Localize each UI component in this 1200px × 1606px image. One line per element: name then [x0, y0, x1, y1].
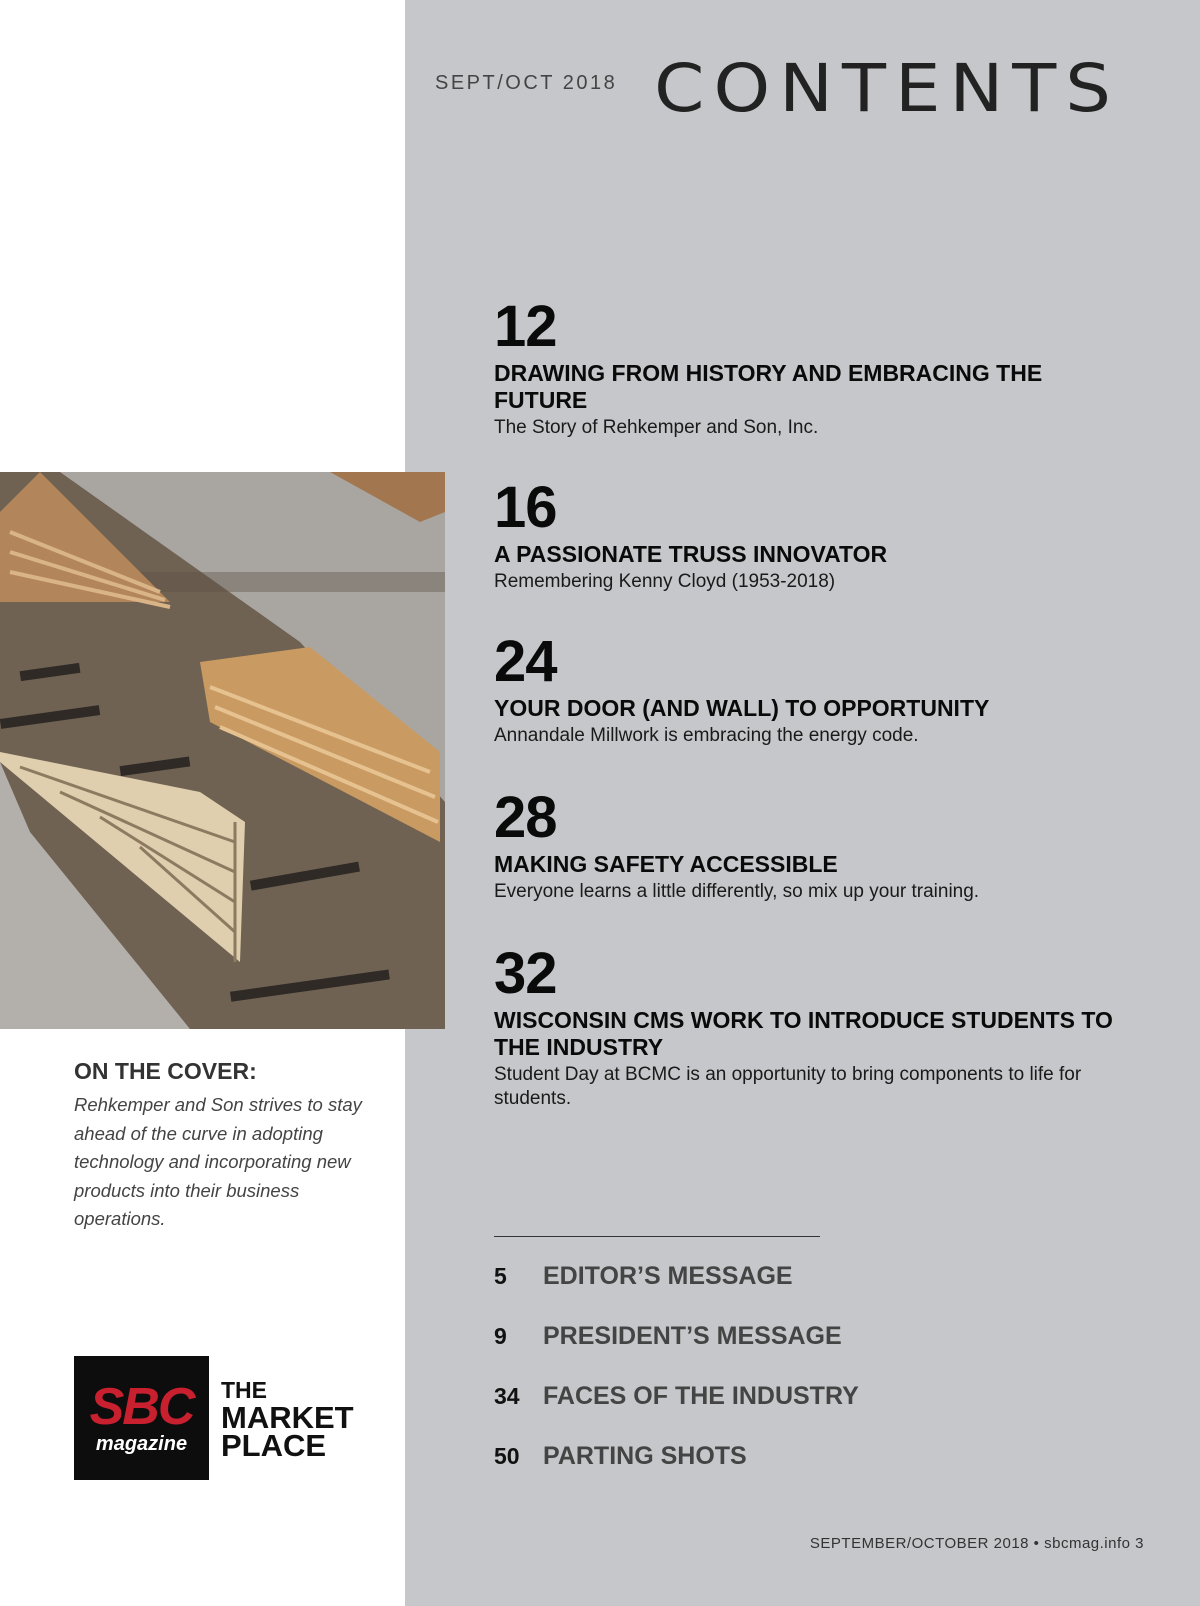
feature-item[interactable] [494, 296, 1144, 477]
feature-title: MAKING SAFETY ACCESSIBLE [494, 851, 838, 877]
feature-title: DRAWING FROM HISTORY AND EMBRACING THE FUTURE [494, 360, 1043, 413]
feature-item[interactable] [494, 631, 1144, 787]
cover-heading: ON THE COVER: [74, 1058, 257, 1084]
feature-page-number: 24 [494, 629, 557, 694]
department-label: PRESIDENT’S MESSAGE [543, 1322, 842, 1350]
feature-item[interactable] [494, 787, 1144, 943]
page-title: CONTENTS [654, 49, 1120, 127]
department-label: EDITOR’S MESSAGE [543, 1262, 793, 1290]
sbc-magazine-logo [74, 1356, 209, 1480]
cover-photo-illustration [0, 472, 445, 1029]
department-item[interactable] [494, 1322, 859, 1382]
feature-subtitle: Student Day at BCMC is an opportunity to bring components to life for students. [494, 1064, 1082, 1109]
section-divider [494, 1236, 820, 1237]
feature-title: YOUR DOOR (AND WALL) TO OPPORTUNITY [494, 695, 990, 721]
feature-page-number: 32 [494, 941, 557, 1006]
department-item[interactable] [494, 1442, 859, 1502]
cover-caption [74, 1058, 364, 1234]
department-label: PARTING SHOTS [543, 1442, 747, 1470]
department-label: FACES OF THE INDUSTRY [543, 1382, 859, 1410]
issue-date: SEPT/OCT 2018 [435, 72, 618, 94]
department-item[interactable] [494, 1262, 859, 1322]
feature-item[interactable] [494, 477, 1144, 631]
department-page-number: 9 [494, 1323, 507, 1349]
department-page-number: 5 [494, 1263, 507, 1289]
logo-magazine-text: magazine [95, 1433, 188, 1455]
logo-line-3: PLACE [221, 1428, 327, 1463]
feature-subtitle: Everyone learns a little differently, so mix up your training. [494, 881, 980, 902]
department-page-number: 50 [494, 1443, 520, 1469]
sbc-marketplace-logo [74, 1356, 354, 1480]
page-footer: SEPTEMBER/OCTOBER 2018 • sbcmag.info 3 [809, 1535, 1144, 1552]
department-list [494, 1262, 859, 1502]
department-page-number: 34 [494, 1383, 520, 1409]
feature-subtitle: The Story of Rehkemper and Son, Inc. [494, 417, 819, 438]
feature-subtitle: Remembering Kenny Cloyd (1953-2018) [494, 571, 836, 592]
cover-photo [0, 472, 445, 1029]
cover-description: Rehkemper and Son strives to stay ahead of the curve in adopting technology and incorporating new products into their business operations. [74, 1094, 362, 1229]
logo-sbc-text: SBC [89, 1378, 194, 1436]
marketplace-wordmark [221, 1376, 354, 1463]
feature-title: WISCONSIN CMS WORK TO INTRODUCE STUDENTS TO THE INDUSTRY [494, 1007, 1113, 1060]
feature-list [494, 296, 1144, 1111]
logo-line-2: MARKET [221, 1400, 354, 1435]
feature-item[interactable] [494, 943, 1144, 1111]
feature-subtitle: Annandale Millwork is embracing the energy code. [494, 725, 919, 746]
feature-page-number: 16 [494, 475, 557, 540]
feature-page-number: 12 [494, 294, 557, 359]
feature-page-number: 28 [494, 785, 557, 850]
feature-title: A PASSIONATE TRUSS INNOVATOR [494, 541, 888, 567]
logo-line-1: THE [221, 1377, 267, 1403]
department-item[interactable] [494, 1382, 859, 1442]
